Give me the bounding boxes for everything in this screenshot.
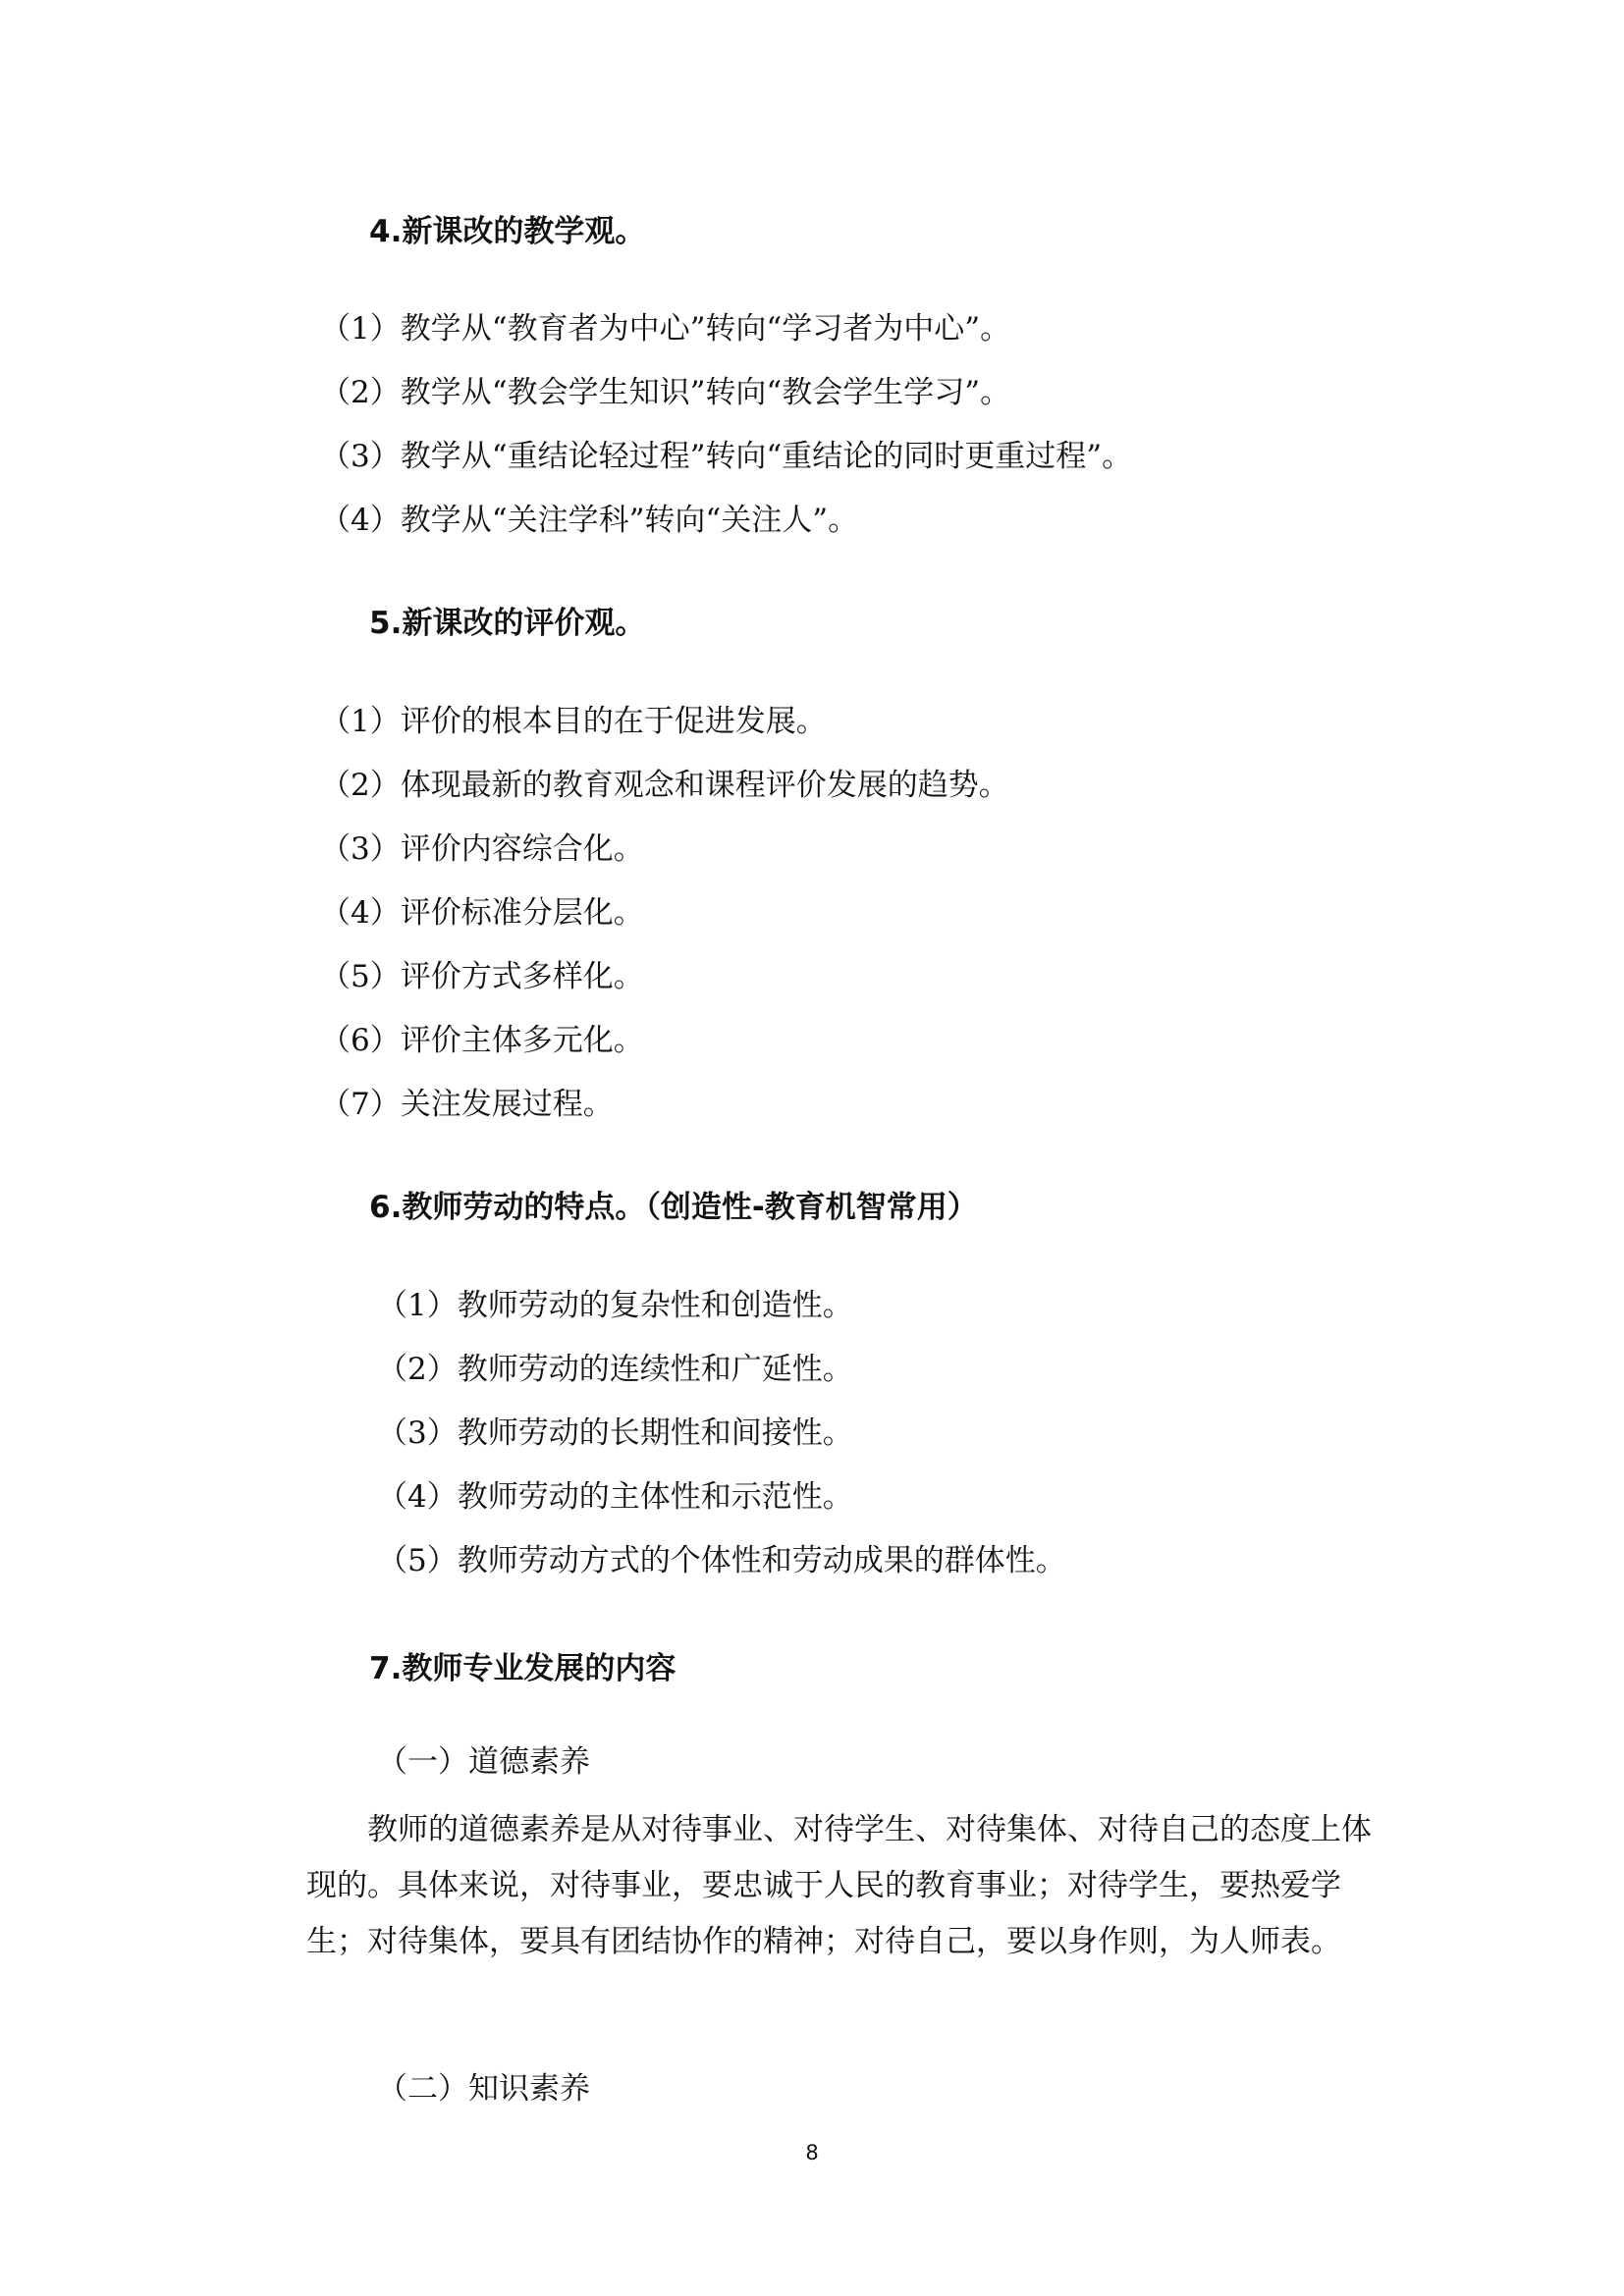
section-5-list [320, 702, 1009, 1148]
section-5-heading: 5.新课改的评价观。 [369, 606, 646, 641]
list-item: （2）体现最新的教育观念和课程评价发展的趋势。 [320, 768, 1009, 803]
section-6-list [377, 1286, 1066, 1605]
section-4-heading: 4.新课改的教学观。 [369, 214, 646, 249]
subsection-title: （二）知识素养 [377, 2071, 590, 2107]
list-item: （5）评价方式多样化。 [320, 959, 644, 994]
list-item: （3）评价内容综合化。 [320, 831, 644, 867]
list-item: （4）教学从“关注学科”转向“关注人”。 [320, 503, 859, 538]
section-7-heading: 7.教师专业发展的内容 [369, 1651, 677, 1686]
body-paragraph: 教师的道德素养是从对待事业、对待学生、对待集体、对待自己的态度上体现的。具体来说，对待事业，要忠诚于人民的教育事业；对待学生，要热爱学生；对待集体，要具有团结协作的精神；对待自己，要以身作则，为人师表。 [306, 1812, 1372, 1959]
list-item: （2）教学从“教会学生知识”转向“教会学生学习”。 [320, 375, 1011, 410]
list-item: （1）评价的根本目的在于促进发展。 [320, 704, 827, 739]
list-item: （2）教师劳动的连续性和广延性。 [377, 1352, 853, 1387]
list-item: （1）教学从“教育者为中心”转向“学习者为中心”。 [320, 311, 1011, 347]
section-4-list [320, 309, 1132, 564]
list-item: （7）关注发展过程。 [320, 1087, 614, 1122]
section-6-heading: 6.教师劳动的特点。（创造性-教育机智常用） [369, 1190, 978, 1225]
list-item: （3）教师劳动的长期性和间接性。 [377, 1415, 853, 1451]
list-item: （3）教学从“重结论轻过程”转向“重结论的同时更重过程”。 [320, 439, 1133, 474]
page-number: 8 [805, 2141, 819, 2164]
subsection-title: （一）道德素养 [377, 1744, 590, 1780]
list-item: （5）教师劳动方式的个体性和劳动成果的群体性。 [377, 1543, 1066, 1578]
list-item: （4）教师劳动的主体性和示范性。 [377, 1479, 853, 1515]
list-item: （4）评价标准分层化。 [320, 895, 644, 931]
list-item: （6）评价主体多元化。 [320, 1023, 644, 1058]
list-item: （1）教师劳动的复杂性和创造性。 [377, 1288, 853, 1323]
